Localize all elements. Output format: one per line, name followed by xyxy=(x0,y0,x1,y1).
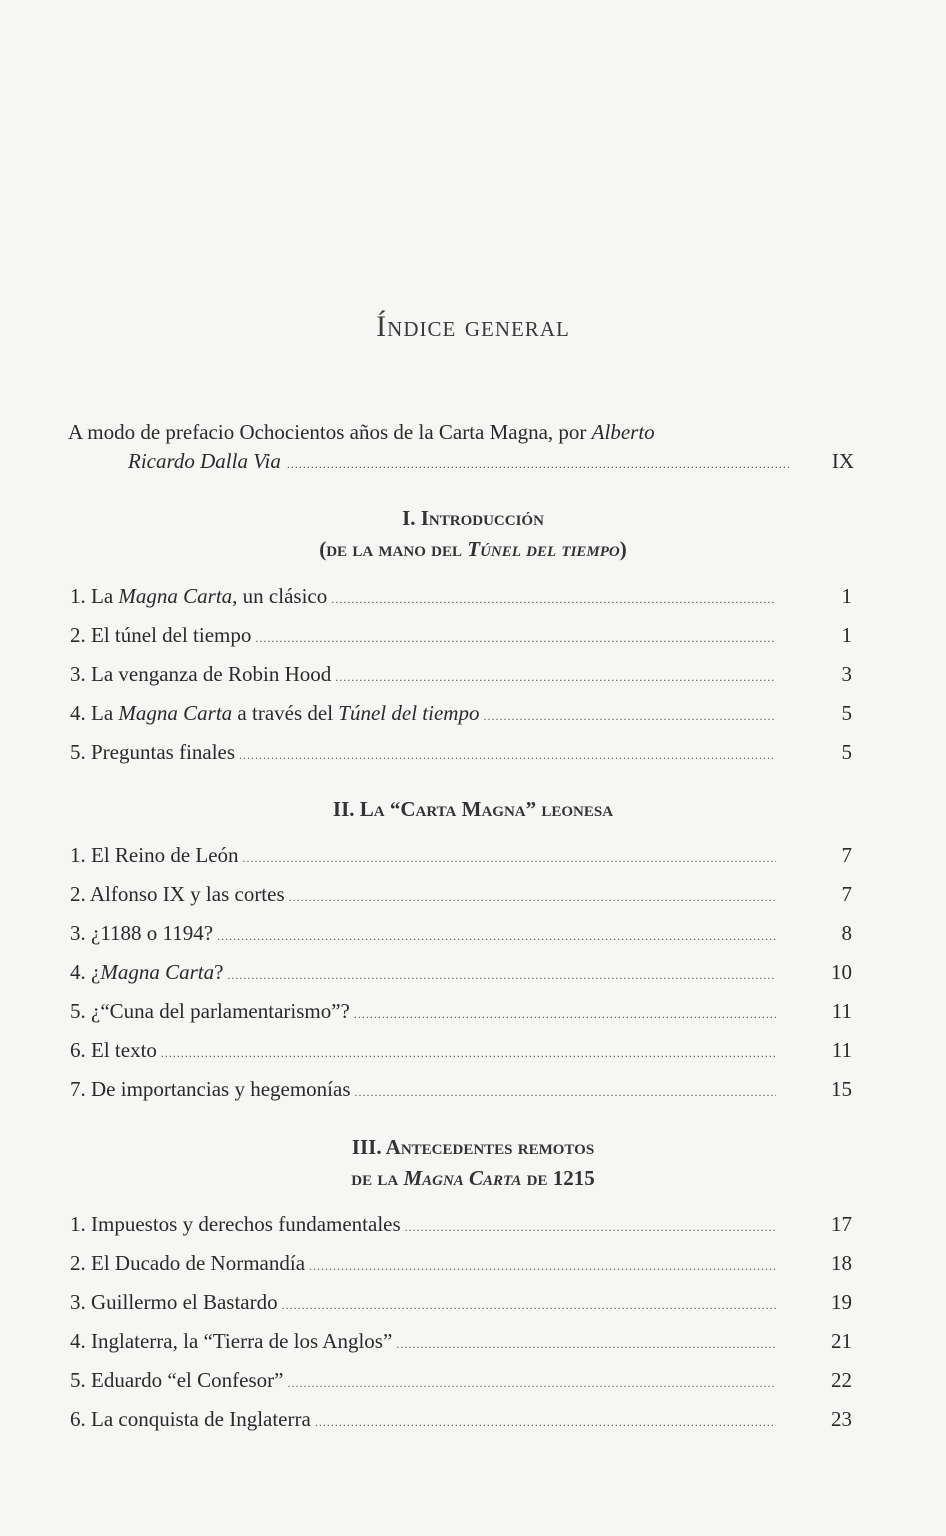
section-heading-2 xyxy=(0,794,946,825)
toc-entry[interactable] xyxy=(70,694,852,733)
prefacio-line-2 xyxy=(68,447,854,479)
dot-leader xyxy=(335,658,776,697)
prefacio-author-first: Alberto xyxy=(591,420,655,444)
dot-leader xyxy=(354,995,776,1034)
dot-leader xyxy=(355,1073,776,1112)
page-number: 3 xyxy=(841,662,852,686)
toc-entry[interactable] xyxy=(70,1205,852,1244)
page-number: 22 xyxy=(831,1368,852,1392)
prefacio-line-1 xyxy=(68,418,854,447)
toc-list-section-3 xyxy=(70,1205,852,1439)
toc-entry-title: 2. Alfonso IX y las cortes xyxy=(70,882,285,906)
toc-entry-title: 3. Guillermo el Bastardo xyxy=(70,1290,278,1314)
toc-entry-title: 3. ¿1188 o 1194? xyxy=(70,921,214,945)
toc-entry[interactable] xyxy=(70,992,852,1031)
dot-leader xyxy=(217,917,776,956)
toc-entry[interactable] xyxy=(70,953,852,992)
dot-leader xyxy=(243,839,776,878)
dot-leader xyxy=(287,450,790,479)
toc-entry-title: 1. La Magna Carta, un clásico xyxy=(70,584,328,608)
page-number: 10 xyxy=(831,960,852,984)
toc-entry[interactable] xyxy=(70,1070,852,1109)
section-heading-line: III. Antecedentes remotos xyxy=(351,1135,595,1159)
toc-entry[interactable] xyxy=(70,1031,852,1070)
toc-entry-title: 4. Inglaterra, la “Tierra de los Anglos” xyxy=(70,1329,393,1353)
section-heading-line: I. Introducción xyxy=(402,506,544,530)
toc-entry-title: 4. ¿Magna Carta? xyxy=(70,960,224,984)
dot-leader xyxy=(405,1208,776,1247)
dot-leader xyxy=(227,956,776,995)
section-heading-line: de la Magna Carta de 1215 xyxy=(351,1166,595,1190)
toc-entry-title: 2. El túnel del tiempo xyxy=(70,623,252,647)
section-heading-1 xyxy=(0,503,946,565)
page-title: Índice general xyxy=(376,310,570,343)
toc-entry-prefacio[interactable] xyxy=(68,418,854,479)
toc-entry[interactable] xyxy=(70,616,852,655)
page-number: 19 xyxy=(831,1290,852,1314)
toc-list-section-1 xyxy=(70,577,852,772)
page-number: 11 xyxy=(831,999,852,1023)
page-number: 11 xyxy=(831,1038,852,1062)
toc-entry-title: 4. La Magna Carta a través del Túnel del tiempo xyxy=(70,701,480,725)
page-number: 7 xyxy=(841,882,852,906)
toc-entry-title: 6. La conquista de Inglaterra xyxy=(70,1407,311,1431)
dot-leader xyxy=(331,580,776,619)
toc-entry[interactable] xyxy=(70,1244,852,1283)
section-heading-3 xyxy=(0,1132,946,1194)
dot-leader xyxy=(289,878,776,917)
dot-leader xyxy=(483,697,776,736)
toc-entry[interactable] xyxy=(70,914,852,953)
page-number: 7 xyxy=(841,843,852,867)
toc-entry[interactable] xyxy=(70,875,852,914)
toc-entry[interactable] xyxy=(70,733,852,772)
section-heading-line: (de la mano del Túnel del tiempo) xyxy=(319,537,627,561)
toc-entry-title: 5. ¿“Cuna del parlamentarismo”? xyxy=(70,999,350,1023)
page-number: 5 xyxy=(841,701,852,725)
toc-entry[interactable] xyxy=(70,1283,852,1322)
page-number: 1 xyxy=(841,623,852,647)
toc-entry[interactable] xyxy=(70,836,852,875)
page-number: 8 xyxy=(841,921,852,945)
toc-entry-title: 3. La venganza de Robin Hood xyxy=(70,662,332,686)
prefacio-text: A modo de prefacio Ochocientos años de la Carta Magna, por xyxy=(68,420,587,444)
page-number: 5 xyxy=(841,740,852,764)
toc-list-section-2 xyxy=(70,836,852,1109)
toc-entry-title: 2. El Ducado de Normandía xyxy=(70,1251,306,1275)
dot-leader xyxy=(255,619,776,658)
page-number: 17 xyxy=(831,1212,852,1236)
toc-entry[interactable] xyxy=(70,577,852,616)
dot-leader xyxy=(282,1286,776,1325)
toc-entry-title: 5. Preguntas finales xyxy=(70,740,236,764)
toc-entry[interactable] xyxy=(70,1361,852,1400)
page-number: 18 xyxy=(831,1251,852,1275)
page-number: 21 xyxy=(831,1329,852,1353)
toc-entry-title: 1. El Reino de León xyxy=(70,843,239,867)
toc-entry[interactable] xyxy=(70,655,852,694)
dot-leader xyxy=(161,1034,776,1073)
section-heading-line: II. La “Carta Magna” leonesa xyxy=(332,797,614,821)
page-number: IX xyxy=(831,449,854,473)
dot-leader xyxy=(396,1325,776,1364)
prefacio-author-rest: Ricardo Dalla Via xyxy=(128,449,281,473)
dot-leader xyxy=(315,1403,776,1442)
page-number: 15 xyxy=(831,1077,852,1101)
dot-leader xyxy=(287,1364,776,1403)
dot-leader xyxy=(239,736,776,775)
toc-entry-title: 1. Impuestos y derechos fundamentales xyxy=(70,1212,401,1236)
toc-entry-title: 5. Eduardo “el Confesor” xyxy=(70,1368,284,1392)
page-number: 1 xyxy=(841,584,852,608)
page-number: 23 xyxy=(831,1407,852,1431)
toc-entry-title: 7. De importancias y hegemonías xyxy=(70,1077,351,1101)
toc-entry-title: 6. El texto xyxy=(70,1038,157,1062)
toc-entry[interactable] xyxy=(70,1322,852,1361)
toc-entry[interactable] xyxy=(70,1400,852,1439)
dot-leader xyxy=(309,1247,776,1286)
